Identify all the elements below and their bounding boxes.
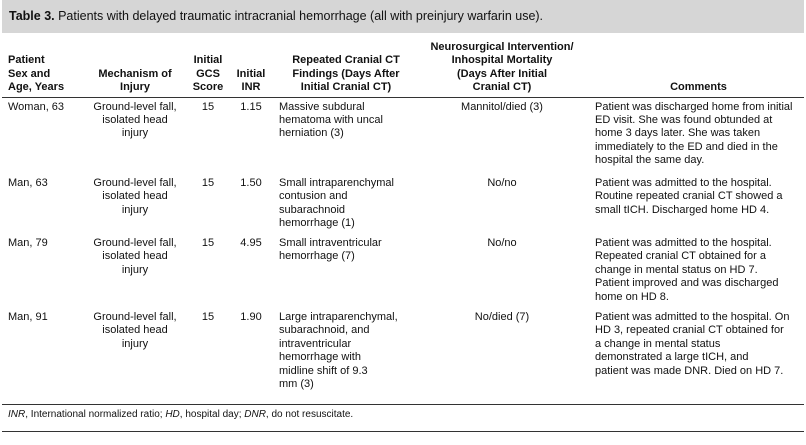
cell-inr: 1.90 [240, 311, 262, 323]
cell-patient: Woman, 63 [8, 100, 65, 113]
cell-mechanism: Ground-level fall, isolated head injury [93, 311, 177, 350]
table-caption [2, 0, 804, 33]
cell-findings: Large intraparenchymal, subarachnoid, and intraventricular hemorrhage with midline shift of 9.3 mm (3) [279, 311, 398, 391]
cell-inr: 4.95 [240, 237, 262, 249]
cell-gcs: 15 [201, 237, 215, 249]
cell-inr: 1.50 [240, 177, 262, 189]
cell-gcs: 15 [201, 177, 215, 189]
caption-text: Patients with delayed traumatic intracranial hemorrhage (all with preinjury warfarin use). [54, 9, 544, 23]
cell-intervention: No/no [487, 237, 517, 249]
table-row [2, 308, 804, 396]
header-patient: Patient Sex and Age, Years [2, 33, 85, 97]
bottom-divider [2, 431, 804, 432]
cell-comments: Patient was admitted to the hospital. Repeated cranial CT obtained for a change in mental status on HD 7. Patient improved and was discharged home on HD 8. [595, 237, 779, 303]
cell-mechanism: Ground-level fall, isolated head injury [93, 237, 177, 276]
cell-findings: Small intraparenchymal contusion and subarachnoid hemorrhage (1) [279, 177, 394, 230]
cell-findings: Small intraventricular hemorrhage (7) [279, 237, 382, 263]
cell-patient: Man, 91 [8, 311, 48, 323]
cell-comments: Patient was admitted to the hospital. On HD 3, repeated cranial CT obtained for a change in mental status demonstrated a large tICH, and patient was made DNR. Died on HD 7. [595, 311, 790, 377]
table-footnote: INR, International normalized ratio; HD, hospital day; DNR, do not resuscitate. [8, 409, 354, 420]
cell-gcs: 15 [201, 100, 215, 113]
table-row [2, 97, 804, 174]
header-mechanism: Mechanism of Injury [85, 33, 185, 97]
cell-patient: Man, 79 [8, 237, 48, 249]
header-gcs: Initial GCS Score [185, 33, 231, 97]
cell-mechanism: Ground-level fall, isolated head injury [93, 177, 177, 216]
header-comments: Comments [589, 33, 804, 97]
header-intervention: Neurosurgical Intervention/ Inhospital Mortality (Days After Initial Cranial CT) [415, 33, 589, 97]
cell-intervention: Mannitol/died (3) [461, 100, 543, 113]
header-row [2, 33, 804, 97]
cell-intervention: No/no [487, 177, 517, 189]
header-inr: Initial INR [231, 33, 271, 97]
table-row [2, 234, 804, 308]
cell-comments: Patient was discharged home from initial ED visit. She was found obtunded at home 3 days later. She was taken immediately to the ED and died in the hospital the same day. [595, 100, 793, 167]
table-row [2, 174, 804, 234]
table-container [2, 0, 804, 432]
cell-gcs: 15 [201, 311, 215, 323]
patients-table [2, 33, 804, 396]
caption-label: Table 3. [9, 9, 55, 23]
header-findings: Repeated Cranial CT Findings (Days After Initial Cranial CT) [271, 33, 415, 97]
cell-comments: Patient was admitted to the hospital. Routine repeated cranial CT showed a small tICH. Discharged home HD 4. [595, 177, 783, 216]
cell-inr: 1.15 [240, 100, 262, 113]
cell-mechanism: Ground-level fall, isolated head injury [93, 100, 177, 140]
cell-findings: Massive subdural hematoma with uncal herniation (3) [279, 100, 383, 140]
cell-patient: Man, 63 [8, 177, 48, 189]
cell-intervention: No/died (7) [474, 311, 530, 323]
